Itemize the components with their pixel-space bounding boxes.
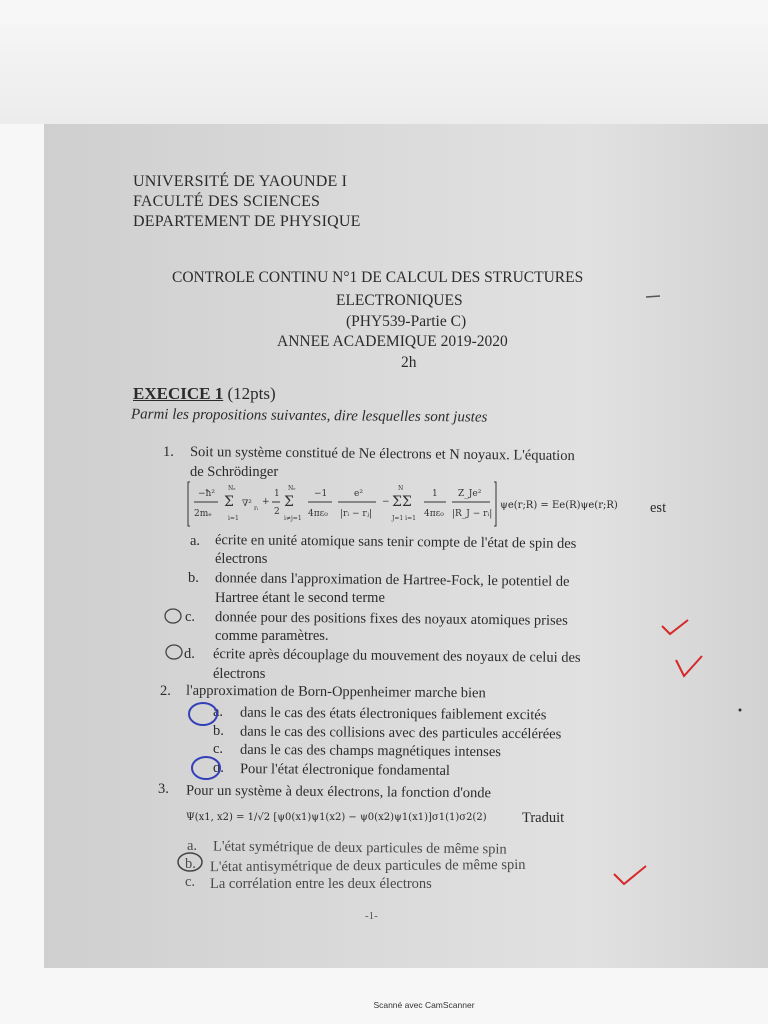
page-number: -1- <box>365 910 378 922</box>
exercise-points: (12pts) <box>227 384 276 403</box>
pen-dash <box>646 296 660 297</box>
svg-text:i≠j=1: i≠j=1 <box>284 515 302 522</box>
svg-text:N: N <box>398 485 404 492</box>
q3-traduit: Traduit <box>522 810 565 826</box>
svg-text:Nₑ: Nₑ <box>288 485 296 492</box>
q1-option-b-line2: Hartree étant le second terme <box>215 590 385 606</box>
q1-option-a-line2: électrons <box>215 551 268 567</box>
q3-option-b-text: L'état antisymétrique de deux particules de même spin <box>209 856 526 876</box>
q3-option-c-text: La corrélation entre les deux électrons <box>210 876 432 892</box>
q2-option-d-text: Pour l'état électronique fondamental <box>239 761 451 779</box>
svg-text:2mₑ: 2mₑ <box>194 509 212 519</box>
q2-option-b-text: dans le cas des collisions avec des particules accélérées <box>239 723 562 743</box>
q3-option-a-letter: a. <box>187 838 198 854</box>
q2-option-b-letter: b. <box>213 723 224 739</box>
circle-mark-icon <box>178 853 202 871</box>
university-name: UNIVERSITÉ DE YAOUNDE I <box>133 173 348 190</box>
svg-text:1: 1 <box>432 489 438 499</box>
exam-duration: 2h <box>401 354 417 371</box>
svg-text:|rᵢ − rⱼ|: |rᵢ − rⱼ| <box>340 509 373 519</box>
svg-text:ΣΣ: ΣΣ <box>392 494 412 510</box>
svg-text:1: 1 <box>274 489 280 499</box>
q1-option-d-line1: écrite après découplage du mouvement des noyaux de celui des <box>212 646 581 666</box>
q1-text-line1: Soit un système constitué de Ne électrons et N noyaux. L'équation <box>189 443 575 465</box>
q3-option-b-letter: b. <box>185 856 196 872</box>
svg-text:e²: e² <box>354 489 363 499</box>
svg-text:Z_Je²: Z_Je² <box>458 489 482 499</box>
q1-option-c-line1: donnée pour des positions fixes des noyaux atomiques prises <box>214 609 568 629</box>
q1-option-b-line1: donnée dans l'approximation de Hartree-Fock, le potentiel de <box>214 570 570 590</box>
q2-option-c-text: dans le cas des champs magnétiques intenses <box>239 741 502 761</box>
circle-mark-icon <box>189 703 217 725</box>
q2-option-a-text: dans le cas des états électroniques faiblement excités <box>239 704 547 724</box>
exam-title-line2: ELECTRONIQUES <box>336 292 463 309</box>
q1-option-c-line2: comme paramètres. <box>215 628 329 644</box>
svg-text:|R_J − rᵢ|: |R_J − rᵢ| <box>452 509 493 519</box>
svg-text:−ħ²: −ħ² <box>198 489 215 499</box>
q1-option-d-line2: électrons <box>213 666 266 682</box>
svg-text:∇²: ∇² <box>242 499 252 509</box>
scan-dot <box>739 709 742 712</box>
q2-option-a-letter: a. <box>213 704 224 720</box>
svg-text:4πε₀: 4πε₀ <box>424 509 444 519</box>
exercise-instruction: Parmi les propositions suivantes, dire lesquelles sont justes <box>130 406 488 426</box>
svg-text:i=1: i=1 <box>228 515 239 522</box>
q3-text: Pour un système à deux électrons, la fonction d'onde <box>185 782 492 802</box>
q3-number: 3. <box>158 781 169 797</box>
q1-option-a-letter: a. <box>190 533 201 549</box>
circle-mark-icon <box>166 645 182 659</box>
exam-course-code: (PHY539-Partie C) <box>346 313 467 330</box>
svg-text:Σ: Σ <box>224 494 234 510</box>
q1-option-a-line1: écrite en unité atomique sans tenir compte de l'état de spin des <box>214 532 577 552</box>
q3-equation: Ψ(x1, x2) = 1/√2 [ψ0(x1)ψ1(x2) − ψ0(x2)ψ1(x1)]σ1(1)σ2(2) <box>186 812 487 823</box>
check-mark-icon <box>614 866 646 884</box>
q1-option-d-letter: d. <box>184 646 195 662</box>
q2-option-d-letter: d. <box>213 760 224 776</box>
svg-text:+: + <box>262 497 270 507</box>
svg-text:rᵢ: rᵢ <box>254 505 259 512</box>
q1-option-b-letter: b. <box>188 570 199 586</box>
q1-option-c-letter: c. <box>185 609 196 625</box>
check-mark-icon <box>676 656 702 676</box>
svg-text:Σ: Σ <box>284 494 294 510</box>
faculty-name: FACULTÉ DES SCIENCES <box>133 193 321 210</box>
q3-option-c-letter: c. <box>185 874 196 890</box>
circle-mark-icon <box>192 757 220 779</box>
svg-text:Nₑ: Nₑ <box>228 485 236 492</box>
q1-text-line2: de Schrödinger <box>190 464 279 480</box>
check-mark-icon <box>662 620 688 634</box>
circle-mark-icon <box>165 609 181 623</box>
academic-year: ANNEE ACADEMIQUE 2019-2020 <box>277 333 508 350</box>
q2-number: 2. <box>160 683 171 699</box>
q1-est: est <box>650 500 667 516</box>
svg-text:J=1 i=1: J=1 i=1 <box>392 515 416 522</box>
department-name: DEPARTEMENT DE PHYSIQUE <box>133 213 361 230</box>
q2-option-c-letter: c. <box>213 741 224 757</box>
q1-number: 1. <box>163 444 174 460</box>
scanner-footer: Scanné avec CamScanner <box>373 1000 475 1010</box>
svg-text:4πε₀: 4πε₀ <box>308 509 328 519</box>
equation-rhs: ψe(r;R) = Ee(R)ψe(r;R) <box>500 500 618 511</box>
q3-option-a-text: L'état symétrique de deux particules de même spin <box>212 838 507 858</box>
svg-text:−: − <box>382 497 390 507</box>
exam-title-line1: CONTROLE CONTINU N°1 DE CALCUL DES STRUCTURES <box>172 269 584 286</box>
exercise-title: EXECICE 1 <box>133 384 224 403</box>
q2-text: l'approximation de Born-Oppenheimer marche bien <box>185 682 486 702</box>
svg-text:2: 2 <box>274 507 280 517</box>
svg-text:−1: −1 <box>314 489 328 499</box>
